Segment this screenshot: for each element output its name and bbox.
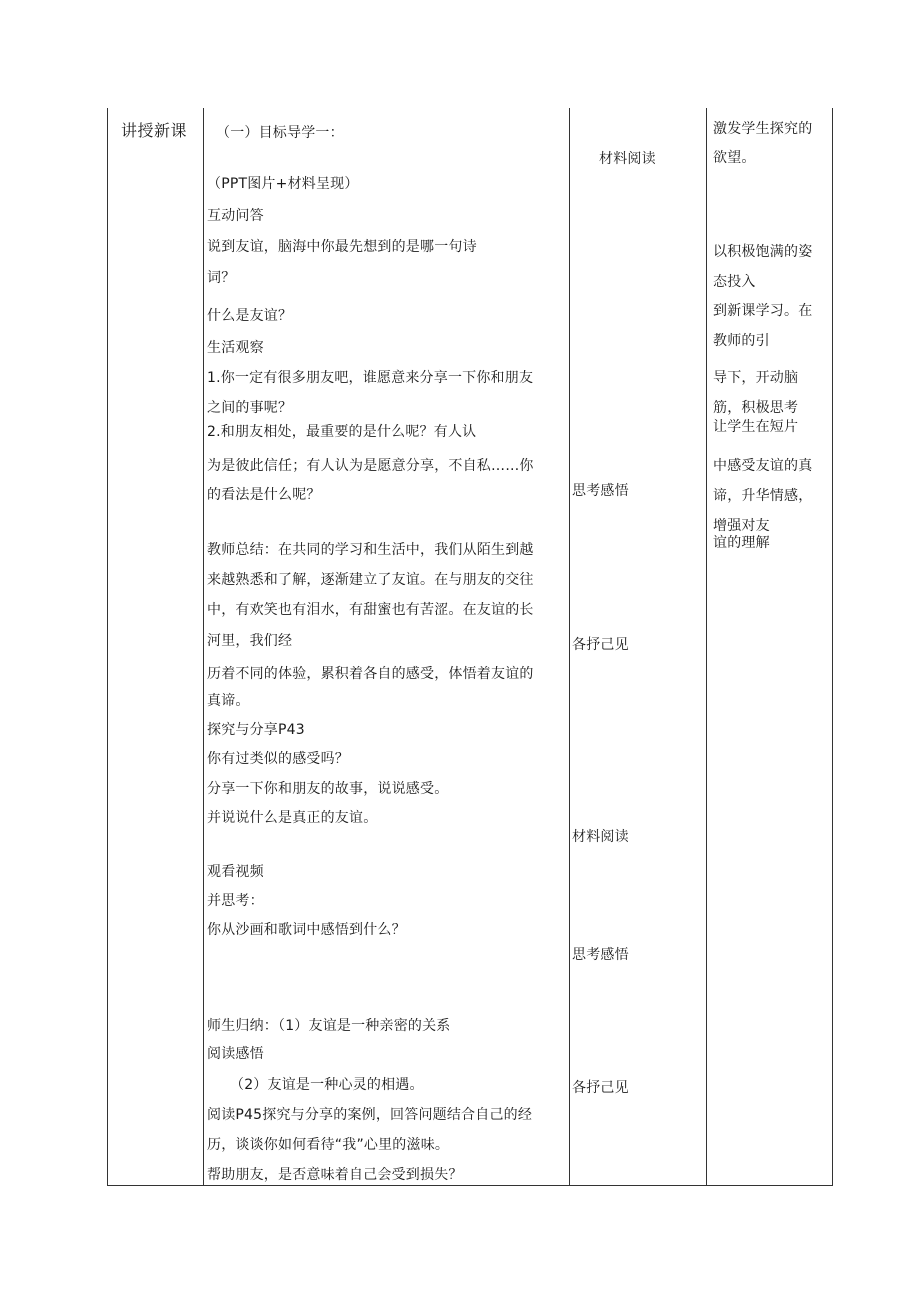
intent-line: 激发学生探究的: [713, 121, 813, 137]
activity-line: 各抒己见: [572, 637, 629, 653]
intent-line: 让学生在短片: [713, 419, 799, 435]
activity-line: 材料阅读: [572, 829, 629, 845]
intent-line: 到新课学习。在: [713, 303, 813, 319]
content-line: 河里，我们经: [207, 633, 293, 649]
content-line: 历着不同的体验，累积着各自的感受，体悟着友谊的: [207, 666, 534, 682]
content-line: 2.和朋友相处，最重要的是什么呢？有人认: [207, 424, 477, 440]
content-line: 师生归纳：（1）友谊是一种亲密的关系: [207, 1018, 451, 1034]
intent-line: 态投入: [713, 274, 756, 290]
content-line: 探究与分享P43: [207, 722, 305, 738]
content-line: 阅读P45探究与分享的案例，回答问题结合自己的经: [207, 1107, 533, 1123]
content-line: 说到友谊，脑海中你最先想到的是哪一句诗: [207, 239, 477, 255]
content-line: 教师总结：在共同的学习和生活中，我们从陌生到越: [207, 542, 534, 558]
activity-line: 各抒己见: [572, 1080, 629, 1096]
content-line: 分享一下你和朋友的故事，说说感受。: [207, 781, 449, 797]
intent-line: 中感受友谊的真: [713, 458, 813, 474]
section-label: 讲授新课: [121, 121, 188, 140]
intent-line: 增强对友: [713, 518, 770, 534]
content-line: 词？: [207, 270, 236, 286]
intent-line: 欲望。: [713, 150, 756, 166]
intent-line: 导下，开动脑: [713, 370, 799, 386]
content-line: 并思考：: [207, 893, 264, 909]
column-divider-1: [203, 108, 204, 1185]
intent-line: 以积极饱满的姿: [713, 244, 813, 260]
intent-line: 筋，积极思考: [713, 400, 799, 416]
intent-line: 谛，升华情感，: [713, 488, 813, 504]
content-line: 为是彼此信任；有人认为是愿意分享，不自私……你: [207, 458, 534, 474]
content-line: 之间的事呢？: [207, 400, 293, 416]
content-line: （PPT图片+材料呈现）: [207, 176, 359, 192]
content-line: （2）友谊是一种心灵的相遇。: [230, 1077, 424, 1093]
content-line: 帮助朋友，是否意味着自己会受到损失？: [207, 1167, 463, 1183]
column-divider-3: [706, 108, 707, 1185]
content-line: 你有过类似的感受吗？: [207, 751, 349, 767]
content-line: 阅读感悟: [207, 1046, 264, 1062]
column-divider-2: [569, 108, 570, 1185]
activity-line: 思考感悟: [572, 483, 629, 499]
content-line: 历，谈谈你如何看待“我”心里的滋味。: [207, 1137, 450, 1153]
content-line: （一）目标导学一：: [216, 125, 344, 141]
intent-line: 谊的理解: [713, 535, 770, 551]
activity-line: 材料阅读: [599, 151, 656, 167]
content-line: 生活观察: [207, 340, 264, 356]
content-line: 互动问答: [207, 208, 264, 224]
content-line: 并说说什么是真正的友谊。: [207, 810, 378, 826]
intent-line: 教师的引: [713, 333, 770, 349]
content-line: 1.你一定有很多朋友吧，谁愿意来分享一下你和朋友: [207, 370, 534, 386]
activity-line: 思考感悟: [572, 947, 629, 963]
content-line: 的看法是什么呢？: [207, 487, 321, 503]
content-line: 来越熟悉和了解，逐渐建立了友谊。在与朋友的交往: [207, 572, 534, 588]
content-line: 观看视频: [207, 864, 264, 880]
content-line: 真谛。: [207, 693, 250, 709]
content-line: 什么是友谊？: [207, 308, 293, 324]
content-line: 你从沙画和歌词中感悟到什么？: [207, 922, 406, 938]
content-line: 中，有欢笑也有泪水，有甜蜜也有苦涩。在友谊的长: [207, 602, 534, 618]
